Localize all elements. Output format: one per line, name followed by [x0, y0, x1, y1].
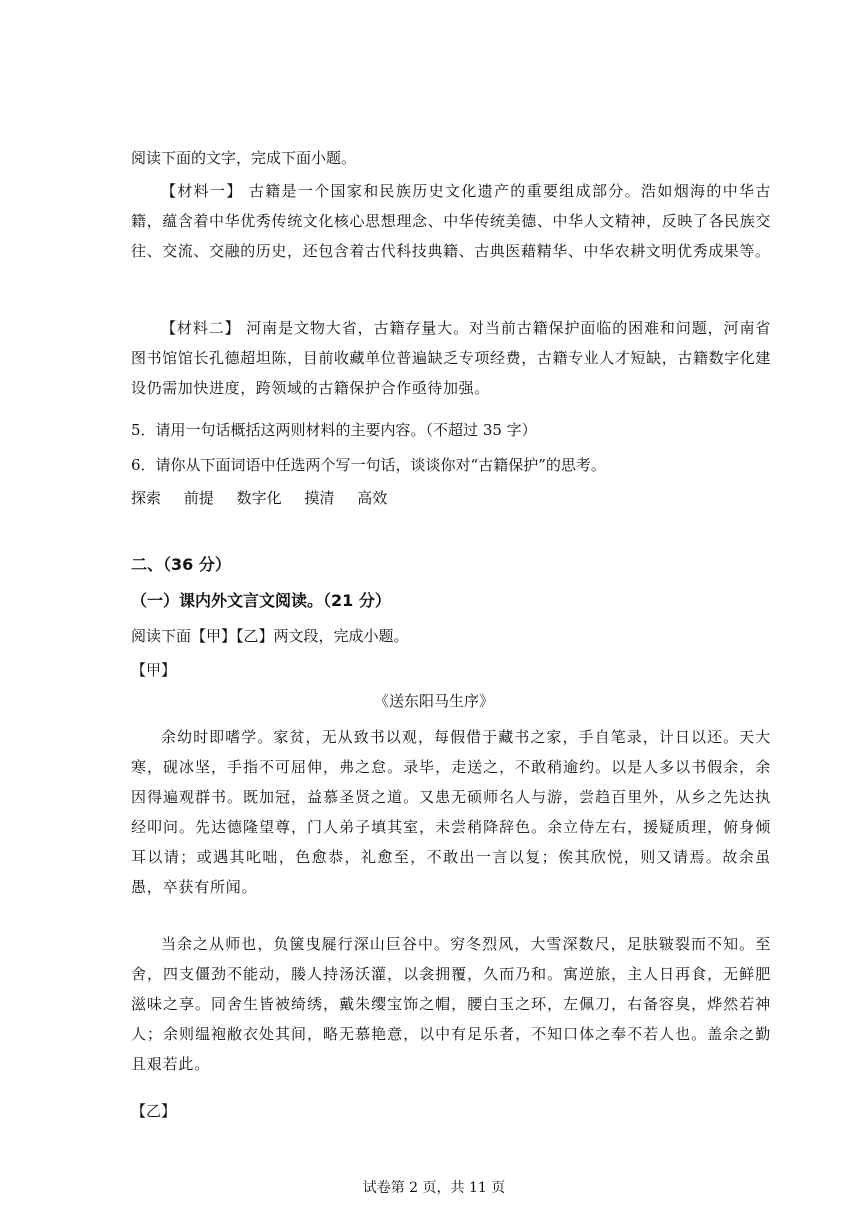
- material-one-text: 古籍是一个国家和民族历史文化遗产的重要组成部分。浩如烟海的中华古籍，蕴含着中华优秀传统文化核心思想理念、中华传统美德、中华人文精神，反映了各民族交往、交流、交融的历史，还包含着古代科技典籍、古典医藉精华、中华农耕文明优秀成果等。: [131, 182, 771, 260]
- reading-instruction: 阅读下面的文字，完成下面小题。: [131, 149, 357, 167]
- passage-title: 《送东阳马生序》: [373, 692, 494, 710]
- question-5: 5．请用一句话概括这两则材料的主要内容。（不超过 35 字）: [131, 421, 537, 439]
- word-item: 前提: [183, 489, 214, 507]
- material-one-tag: 【材料一】: [161, 182, 243, 200]
- passage-yi-label: 【乙】: [131, 1102, 177, 1120]
- passage-jia-paragraph-2: 当余之从师也，负箧曳屣行深山巨谷中。穷冬烈风，大雪深数尺，足肤皲裂而不知。至舍，四支僵劲不能动，媵人持汤沃灌，以衾拥覆，久而乃和。寓逆旅，主人日再食，无鲜肥滋味之享。同舍生皆被绮绣，戴朱缨宝饰之帽，腰白玉之环，左佩刀，右备容臭，烨然若神人；余则缊袍敝衣处其间，略无慕艳意，以中有足乐者，不知口体之奉不若人也。盖余之勤且艰若此。: [131, 935, 771, 1073]
- section-heading: 二、（36 分）: [131, 555, 231, 574]
- word-item: 探索: [131, 489, 162, 507]
- material-two: [131, 313, 771, 403]
- question-6: 6．请你从下面词语中任选两个写一句话，谈谈你对“古籍保护”的思考。: [131, 456, 606, 474]
- material-two-text: 河南是文物大省，古籍存量大。对当前古籍保护面临的困难和问题，河南省图书馆馆长孔德超坦陈，目前收藏单位普遍缺乏专项经费，古籍专业人才短缺，古籍数字化建设仍需加快进度，跨领域的古籍保护合作亟待加强。: [131, 319, 771, 397]
- page-footer: 试卷第 2 页，共 11 页: [362, 1180, 506, 1196]
- word-item: 数字化: [236, 489, 282, 507]
- reading-instruction-2: 阅读下面【甲】【乙】两文段，完成小题。: [131, 627, 409, 645]
- word-item: 摸清: [304, 489, 335, 507]
- passage-jia-label: 【甲】: [131, 661, 177, 679]
- material-two-tag: 【材料二】: [161, 319, 241, 337]
- material-one: [131, 176, 771, 266]
- passage-jia-paragraph-1: 余幼时即嗜学。家贫，无从致书以观，每假借于藏书之家，手自笔录，计日以还。天大寒，砚冰坚，手指不可屈伸，弗之怠。录毕，走送之，不敢稍逾约。以是人多以书假余，余因得遍观群书。既加冠，益慕圣贤之道。又患无硕师名人与游，尝趋百里外，从乡之先达执经叩问。先达德隆望尊，门人弟子填其室，未尝稍降辞色。余立侍左右，援疑质理，俯身倾耳以请；或遇其叱咄，色愈恭，礼愈至，不敢出一言以复；俟其欣悦，则又请焉。故余虽愚，卒获有所闻。: [131, 728, 771, 896]
- subsection-heading: （一）课内外文言文阅读。（21 分）: [131, 591, 391, 610]
- word-item: 高效: [357, 489, 388, 507]
- word-list: [131, 488, 405, 508]
